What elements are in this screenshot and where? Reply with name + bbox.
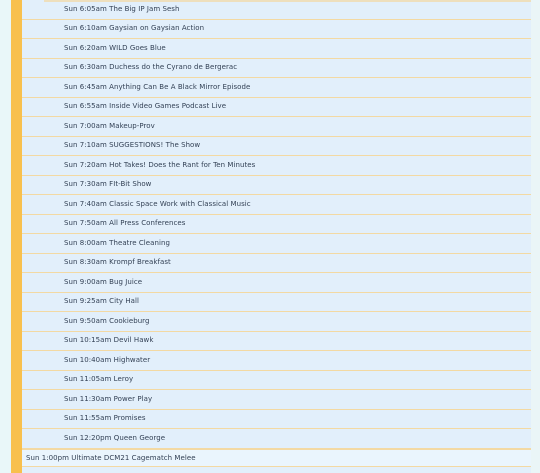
schedule-item[interactable] xyxy=(22,273,531,293)
schedule-item-label: Sun 11:30am Power Play xyxy=(64,394,153,403)
schedule-item-label: Sun 6:20am WILD Goes Blue xyxy=(64,43,166,52)
schedule-item[interactable] xyxy=(22,429,531,449)
schedule-item[interactable] xyxy=(22,351,531,371)
schedule-item-last[interactable] xyxy=(22,449,531,467)
accent-stripe xyxy=(11,0,22,473)
schedule-item-label: Sun 7:20am Hot Takes! Does the Rant for Ten Minutes xyxy=(64,160,256,169)
schedule-item-label: Sun 6:55am Inside Video Games Podcast Live xyxy=(64,102,227,111)
schedule-item-label: Sun 7:50am All Press Conferences xyxy=(64,219,186,228)
schedule-item-label: Sun 9:25am City Hall xyxy=(64,297,139,306)
schedule-item[interactable] xyxy=(22,20,531,40)
schedule-item[interactable] xyxy=(22,156,531,176)
schedule-item[interactable] xyxy=(22,117,531,137)
schedule-item-label: Sun 6:30am Duchess do the Cyrano de Bergerac xyxy=(64,63,238,72)
schedule-item-label: Sun 6:10am Gaysian on Gaysian Action xyxy=(64,24,205,33)
schedule-item[interactable] xyxy=(22,195,531,215)
schedule-item[interactable] xyxy=(22,332,531,352)
schedule-item[interactable] xyxy=(22,78,531,98)
schedule-item-label: Sun 12:20pm Queen George xyxy=(64,433,166,442)
schedule-item[interactable] xyxy=(22,371,531,391)
schedule-item-label: Sun 7:10am SUGGESTIONS! The Show xyxy=(64,141,201,150)
schedule-item[interactable] xyxy=(22,234,531,254)
schedule-item[interactable] xyxy=(22,390,531,410)
schedule-item[interactable] xyxy=(22,254,531,274)
schedule-item-label: Sun 8:30am Krompf Breakfast xyxy=(64,258,171,267)
schedule-item-label: Sun 11:05am Leroy xyxy=(64,375,134,384)
schedule-item[interactable] xyxy=(22,215,531,235)
schedule-item[interactable] xyxy=(22,293,531,313)
schedule-item-label: Sun 7:30am FIt-Bit Show xyxy=(64,180,152,189)
schedule-item[interactable] xyxy=(22,410,531,430)
schedule-item-label: Sun 6:45am Anything Can Be A Black Mirror Episode xyxy=(64,82,251,91)
schedule-item-label: Sun 9:00am Bug Juice xyxy=(64,277,143,286)
schedule-item-label: Sun 7:00am Makeup-Prov xyxy=(64,121,155,130)
schedule-list xyxy=(22,0,531,473)
right-margin xyxy=(531,0,540,473)
schedule-item[interactable] xyxy=(22,39,531,59)
schedule-item[interactable] xyxy=(22,59,531,79)
schedule-item-label: Sun 1:00pm Ultimate DCM21 Cagematch Melee xyxy=(26,453,196,462)
schedule-item-label: Sun 8:00am Theatre Cleaning xyxy=(64,238,170,247)
schedule-item-label: Sun 10:15am Devil Hawk xyxy=(64,336,154,345)
schedule-item-label: Sun 11:55am Promises xyxy=(64,414,146,423)
schedule-item[interactable] xyxy=(22,0,531,20)
schedule-item[interactable] xyxy=(22,312,531,332)
schedule-item[interactable] xyxy=(22,98,531,118)
schedule-item-label: Sun 9:50am Cookieburg xyxy=(64,316,150,325)
schedule-item-label: Sun 6:05am The Big IP Jam Sesh xyxy=(64,4,180,13)
schedule-item-label: Sun 7:40am Classic Space Work with Classical Music xyxy=(64,199,251,208)
schedule-item-label: Sun 10:40am Highwater xyxy=(64,355,151,364)
schedule-item[interactable] xyxy=(22,137,531,157)
schedule-item[interactable] xyxy=(22,176,531,196)
